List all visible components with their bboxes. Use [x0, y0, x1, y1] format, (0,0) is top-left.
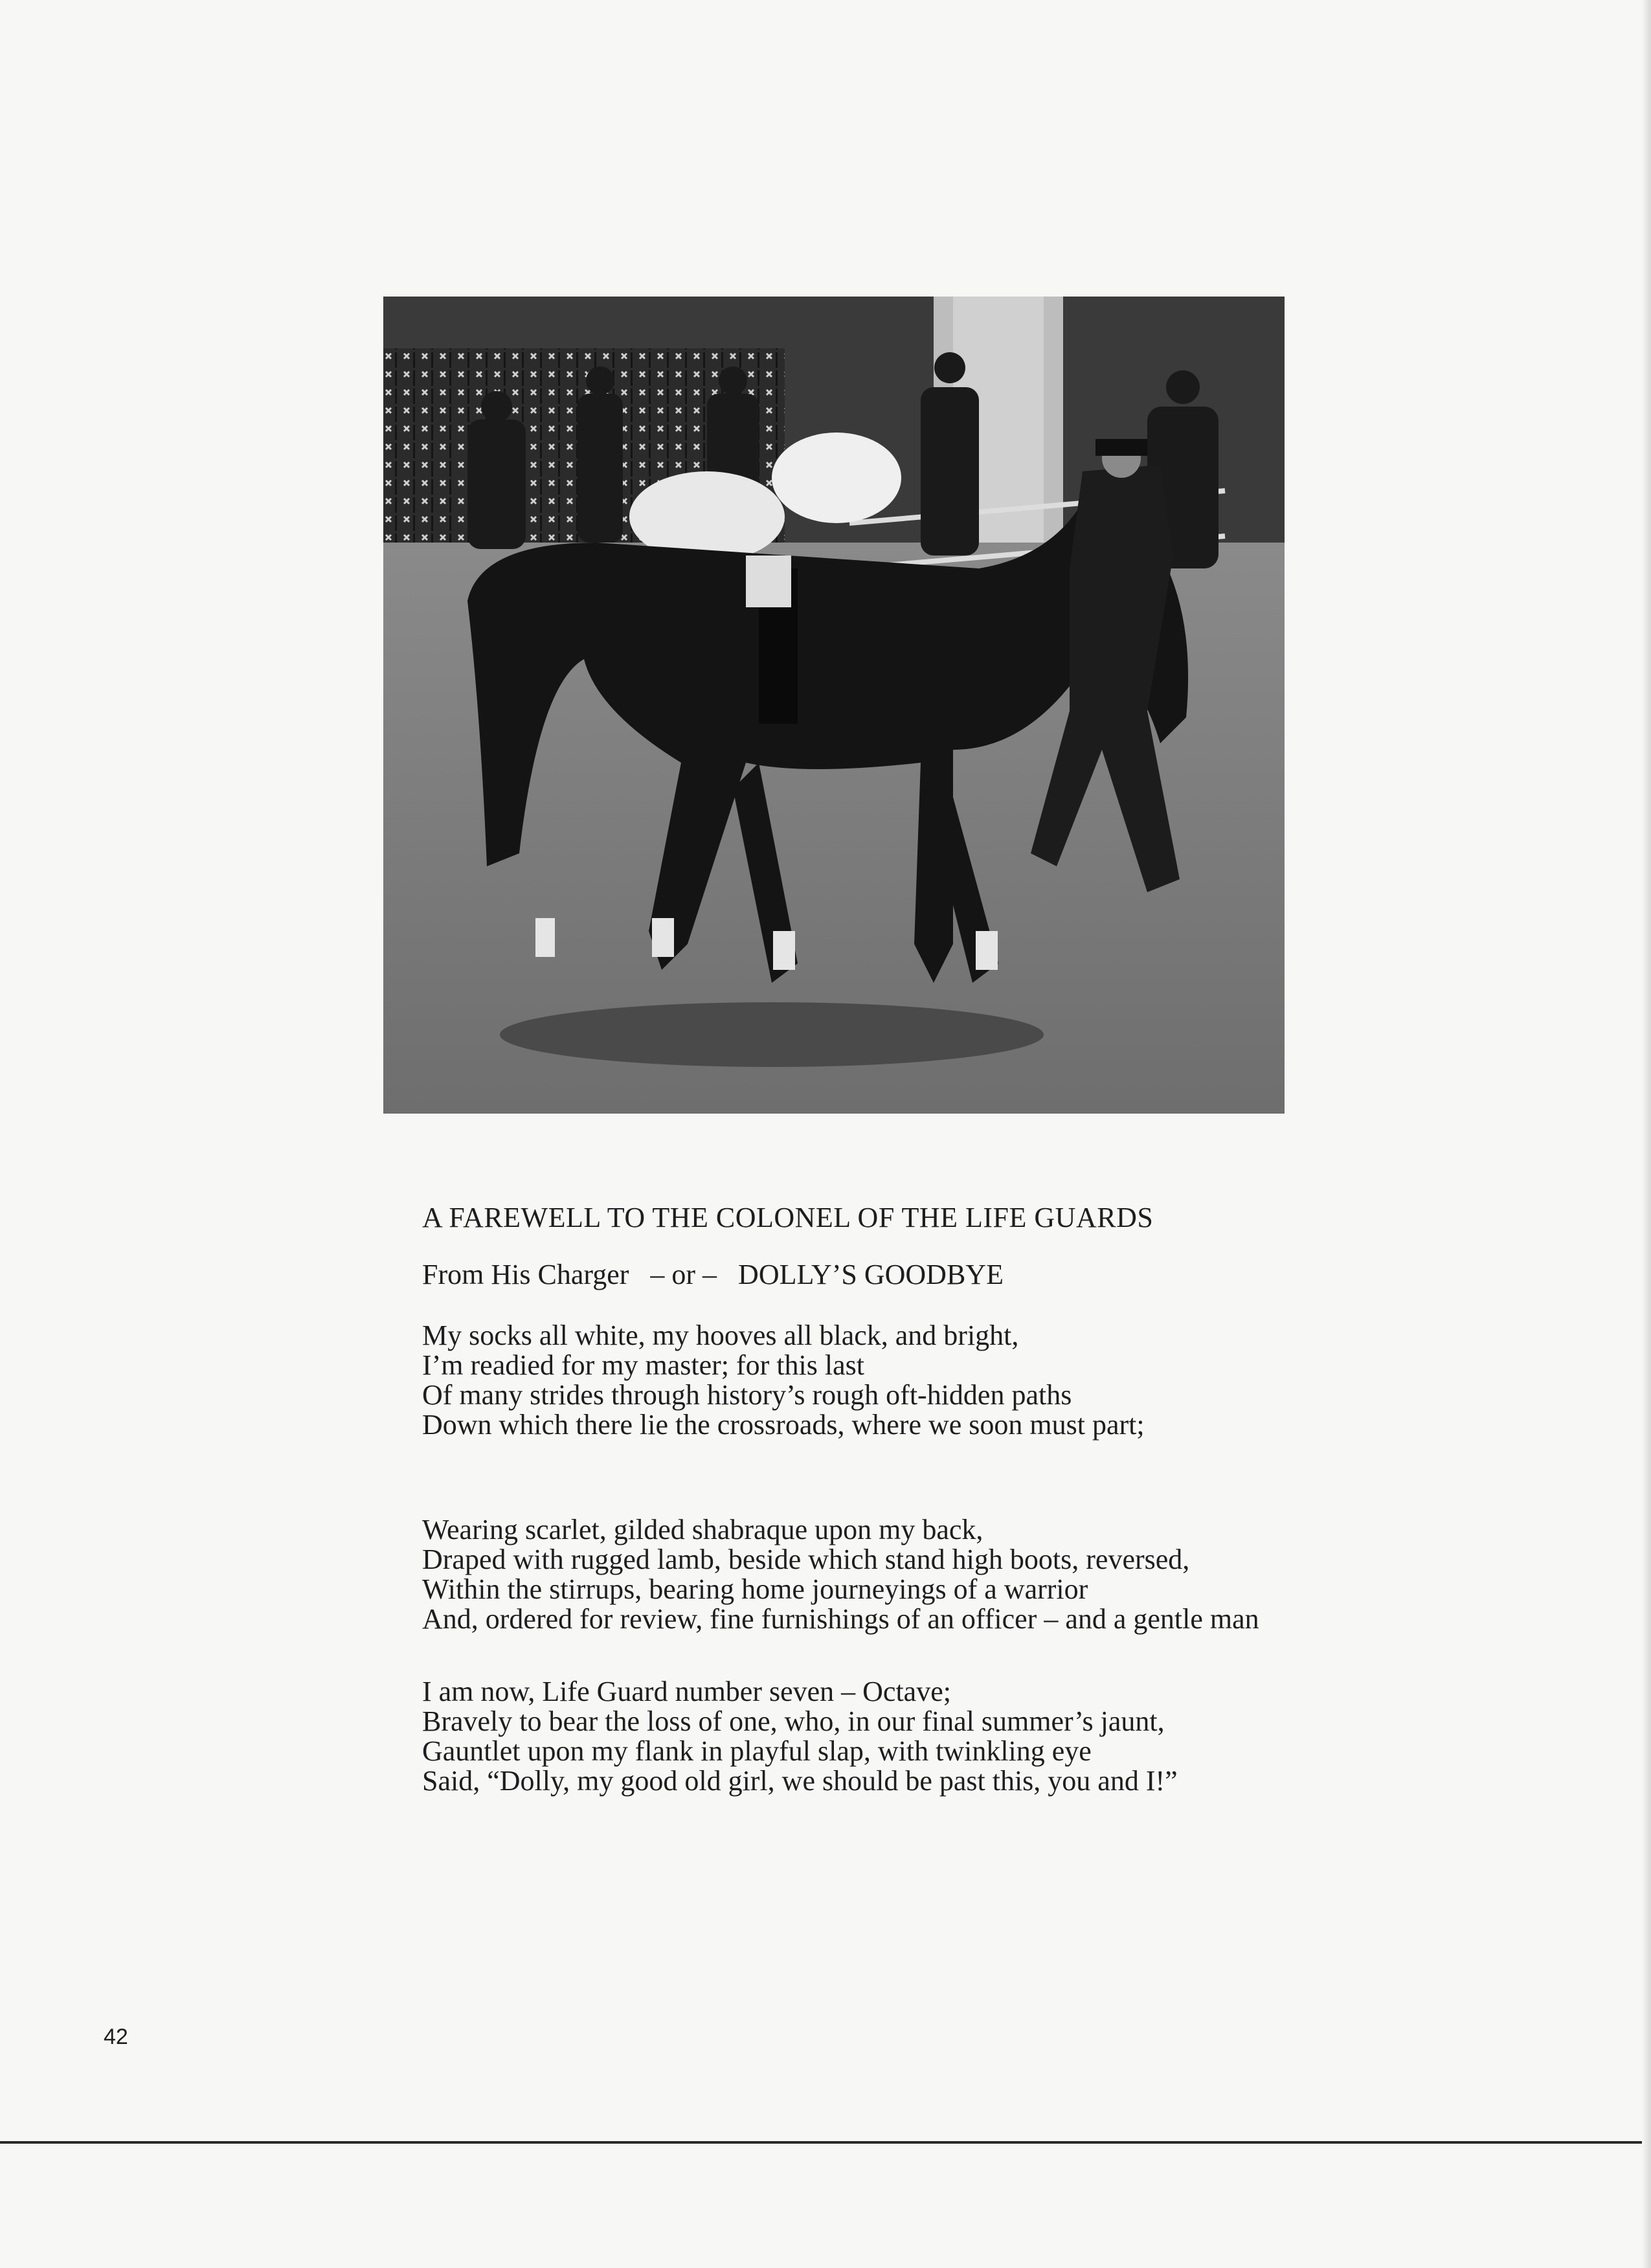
stanza-2 [422, 1515, 1393, 1634]
stanza-line: And, ordered for review, fine furnishings of an officer – and a gentle man [422, 1603, 1259, 1635]
subtitle-left: From His Charger [422, 1259, 629, 1290]
stanza-line: I’m readied for my master; for this last [422, 1349, 865, 1381]
stanza-line: I am now, Life Guard number seven – Octave; [422, 1676, 951, 1707]
stanza-line: Within the stirrups, bearing home journeyings of a warrior [422, 1573, 1088, 1605]
page-edge-shadow [1642, 0, 1651, 2268]
stanza-line: Gauntlet upon my flank in playful slap, with twinkling eye [422, 1735, 1092, 1767]
horse-photo [383, 297, 1285, 1114]
stanza-line: Bravely to bear the loss of one, who, in our final summer’s jaunt, [422, 1705, 1165, 1737]
page-number: 42 [104, 2025, 128, 2049]
stanza-line: Said, “Dolly, my good old girl, we should be past this, you and I!” [422, 1765, 1178, 1797]
stanza-line: Draped with rugged lamb, beside which stand high boots, reversed, [422, 1544, 1190, 1575]
subtitle-right: DOLLY’S GOODBYE [738, 1259, 1004, 1290]
horse-photo-icon [383, 297, 1285, 1114]
bottom-rule [0, 2141, 1651, 2144]
stanza-1 [422, 1321, 1393, 1440]
stanza-3 [422, 1677, 1393, 1796]
stanza-line: My socks all white, my hooves all black, and bright, [422, 1319, 1019, 1351]
subtitle-separator: – or – [650, 1259, 717, 1290]
stanza-line: Wearing scarlet, gilded shabraque upon my back, [422, 1514, 983, 1545]
stanza-line: Down which there lie the crossroads, where we soon must part; [422, 1409, 1145, 1441]
stanza-line: Of many strides through history’s rough oft-hidden paths [422, 1379, 1072, 1411]
poem-title: A FAREWELL TO THE COLONEL OF THE LIFE GUARDS [422, 1202, 1154, 1233]
poem-subtitle [422, 1258, 1393, 1291]
